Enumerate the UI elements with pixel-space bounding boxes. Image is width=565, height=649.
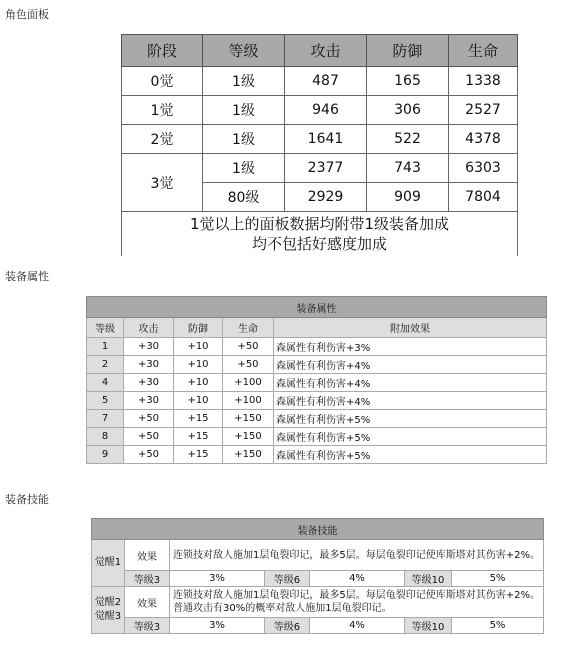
effect-cell: 森属性有利伤害+4%	[274, 356, 547, 374]
stage-cell: 3觉	[122, 154, 203, 212]
level-cell: 1	[87, 338, 124, 356]
attack-cell: +30	[124, 338, 174, 356]
column-header: 附加效果	[274, 318, 547, 338]
effect-description: 连锁技对敌人施加1层龟裂印记，最多5层。每层龟裂印记使库斯塔对其伤害+2%。普通攻击有30%的概率对敌人施加1层龟裂印记。	[170, 587, 544, 618]
attack-cell: 2377	[285, 154, 367, 183]
effect-cell: 森属性有利伤害+4%	[274, 392, 547, 410]
level-cell: 1级	[203, 96, 285, 125]
effect-label: 效果	[125, 587, 170, 618]
table-row	[87, 410, 547, 428]
level-cell: 9	[87, 446, 124, 464]
hp-cell: +150	[223, 428, 274, 446]
hp-cell: +100	[223, 392, 274, 410]
defense-cell: +15	[174, 410, 223, 428]
level-cell: 1级	[203, 125, 285, 154]
table-row	[92, 587, 544, 618]
attack-cell: +50	[124, 446, 174, 464]
table-row	[122, 154, 518, 183]
equip-attr-table	[86, 296, 547, 464]
defense-cell: 306	[367, 96, 449, 125]
level-label: 等级10	[405, 571, 452, 587]
hp-cell: 7804	[449, 183, 518, 212]
level-cell: 4	[87, 374, 124, 392]
level-value: 5%	[452, 618, 544, 634]
attack-cell: 2929	[285, 183, 367, 212]
defense-cell: +15	[174, 446, 223, 464]
attack-cell: +50	[124, 428, 174, 446]
table-row	[92, 571, 544, 587]
level-value: 4%	[310, 618, 405, 634]
note-line: 1觉以上的面板数据均附带1级装备加成	[189, 215, 450, 233]
awaken-label: 觉醒1	[92, 540, 125, 587]
hp-cell: 1338	[449, 67, 518, 96]
table-row	[92, 618, 544, 634]
table-row	[87, 446, 547, 464]
column-header: 等级	[203, 35, 285, 67]
caption-row	[87, 297, 547, 318]
level-label: 等级10	[405, 618, 452, 634]
attack-cell: 946	[285, 96, 367, 125]
attack-cell: +50	[124, 410, 174, 428]
column-header: 防御	[367, 35, 449, 67]
table-caption: 装备属性	[87, 297, 547, 318]
defense-cell: 165	[367, 67, 449, 96]
level-cell: 2	[87, 356, 124, 374]
defense-cell: +10	[174, 374, 223, 392]
caption-row	[92, 519, 544, 540]
level-cell: 8	[87, 428, 124, 446]
level-value: 3%	[170, 618, 265, 634]
defense-cell: +10	[174, 392, 223, 410]
defense-cell: +10	[174, 338, 223, 356]
table-row	[87, 374, 547, 392]
column-header: 生命	[449, 35, 518, 67]
column-header: 攻击	[285, 35, 367, 67]
level-value: 4%	[310, 571, 405, 587]
hp-cell: +50	[223, 338, 274, 356]
defense-cell: 522	[367, 125, 449, 154]
effect-cell: 森属性有利伤害+5%	[274, 428, 547, 446]
column-header: 防御	[174, 318, 223, 338]
hp-cell: 2527	[449, 96, 518, 125]
defense-cell: 909	[367, 183, 449, 212]
panel-section-title: 角色面板	[5, 8, 49, 21]
effect-cell: 森属性有利伤害+5%	[274, 410, 547, 428]
table-row	[122, 96, 518, 125]
defense-cell: +15	[174, 428, 223, 446]
effect-description: 连锁技对敌人施加1层龟裂印记，最多5层。每层龟裂印记使库斯塔对其伤害+2%。	[170, 540, 544, 571]
panel-note	[122, 212, 518, 257]
level-cell: 80级	[203, 183, 285, 212]
level-value: 3%	[170, 571, 265, 587]
awaken-label-line: 觉醒2	[94, 597, 122, 608]
level-label: 等级6	[265, 571, 310, 587]
table-row	[122, 67, 518, 96]
table-row	[87, 428, 547, 446]
table-row	[122, 125, 518, 154]
note-line: 均不包括好感度加成	[251, 235, 387, 253]
stage-cell: 2觉	[122, 125, 203, 154]
attack-cell: +30	[124, 392, 174, 410]
hp-cell: +150	[223, 446, 274, 464]
table-header-row	[122, 35, 518, 67]
character-panel-table	[121, 34, 518, 256]
level-value: 5%	[452, 571, 544, 587]
note-row	[122, 212, 518, 257]
equip-skill-section-title: 装备技能	[5, 493, 49, 506]
table-row	[87, 356, 547, 374]
column-header: 阶段	[122, 35, 203, 67]
table-row	[87, 338, 547, 356]
hp-cell: 6303	[449, 154, 518, 183]
table-row	[87, 392, 547, 410]
effect-cell: 森属性有利伤害+4%	[274, 374, 547, 392]
attack-cell: +30	[124, 374, 174, 392]
stage-cell: 0觉	[122, 67, 203, 96]
level-label: 等级3	[125, 618, 170, 634]
awaken-label-line: 觉醒3	[94, 611, 122, 622]
hp-cell: +150	[223, 410, 274, 428]
level-cell: 1级	[203, 67, 285, 96]
effect-cell: 森属性有利伤害+5%	[274, 446, 547, 464]
level-label: 等级6	[265, 618, 310, 634]
equip-attr-section-title: 装备属性	[5, 270, 49, 283]
attack-cell: +30	[124, 356, 174, 374]
awaken-label	[92, 587, 125, 634]
column-header: 攻击	[124, 318, 174, 338]
level-cell: 5	[87, 392, 124, 410]
level-cell: 7	[87, 410, 124, 428]
equip-skill-table	[91, 518, 544, 634]
effect-cell: 森属性有利伤害+3%	[274, 338, 547, 356]
defense-cell: 743	[367, 154, 449, 183]
hp-cell: 4378	[449, 125, 518, 154]
table-row	[92, 540, 544, 571]
attack-cell: 487	[285, 67, 367, 96]
attack-cell: 1641	[285, 125, 367, 154]
table-header-row	[87, 318, 547, 338]
defense-cell: +10	[174, 356, 223, 374]
hp-cell: +50	[223, 356, 274, 374]
column-header: 等级	[87, 318, 124, 338]
column-header: 生命	[223, 318, 274, 338]
effect-label: 效果	[125, 540, 170, 571]
level-cell: 1级	[203, 154, 285, 183]
table-caption: 装备技能	[92, 519, 544, 540]
stage-cell: 1觉	[122, 96, 203, 125]
hp-cell: +100	[223, 374, 274, 392]
level-label: 等级3	[125, 571, 170, 587]
